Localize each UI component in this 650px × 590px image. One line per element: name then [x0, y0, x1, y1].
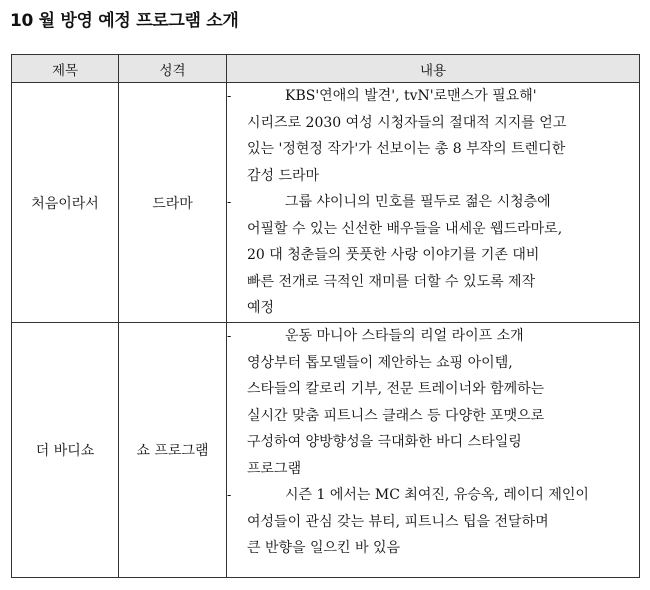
description-bullet	[227, 189, 639, 322]
bullet-line: 빠른 전개로 극적인 재미를 더할 수 있도록 제작	[247, 273, 536, 290]
bullet-line: 시즌 1 에서는 MC 최여진, 유승옥, 레이디 제인이	[285, 487, 589, 503]
program-title: 더 바디쇼	[12, 323, 119, 578]
header-title: 제목	[12, 55, 119, 83]
bullet-text	[247, 189, 639, 322]
bullet-line: 여성들이 관심 갖는 뷰티, 피트니스 팁을 전달하며	[247, 513, 549, 530]
bullet-line: 프로그램	[247, 460, 302, 477]
bullet-line: 감성 드라마	[247, 167, 320, 184]
bullet-line: 운동 마니아 스타들의 리얼 라이프 소개	[285, 328, 524, 344]
bullet-dash: -	[227, 329, 232, 343]
bullet-line: 시리즈로 2030 여성 시청자들의 절대적 지지를 얻고	[247, 114, 567, 131]
program-genre: 쇼 프로그램	[119, 323, 227, 578]
program-description	[227, 83, 640, 323]
bullet-text	[247, 83, 639, 189]
bullet-line: 어필할 수 있는 신선한 배우들을 내세운 웹드라마로,	[247, 220, 563, 237]
bullet-line: 예정	[247, 300, 275, 316]
description-bullet	[227, 482, 639, 562]
bullet-dash: -	[227, 195, 232, 209]
table-header-row	[12, 55, 640, 83]
bullet-dash: -	[227, 488, 232, 502]
description-bullet	[227, 83, 639, 189]
bullet-line: 20 대 청춘들의 풋풋한 사랑 이야기를 기존 대비	[247, 247, 540, 263]
bullet-line: KBS'연애의 발견', tvN'로맨스가 필요해'	[285, 88, 537, 104]
page-title: 10 월 방영 예정 프로그램 소개	[10, 11, 239, 31]
program-genre: 드라마	[119, 83, 227, 323]
description-bullet	[227, 323, 639, 482]
header-content: 내용	[227, 55, 640, 83]
bullet-dash: -	[227, 89, 232, 103]
bullet-line: 구성하여 양방향성을 극대화한 바디 스타일링	[247, 434, 522, 450]
bullet-line: 스타들의 칼로리 기부, 전문 트레이너와 함께하는	[247, 381, 545, 397]
bullet-line: 실시간 맞춤 피트니스 클래스 등 다양한 포맷으로	[247, 407, 545, 424]
table-row	[12, 323, 640, 578]
bullet-text	[247, 482, 639, 562]
program-description	[227, 323, 640, 578]
table-row	[12, 83, 640, 323]
program-table	[11, 54, 640, 578]
program-title: 처음이라서	[12, 83, 119, 323]
bullet-line: 그룹 샤이니의 민호를 필두로 젊은 시청층에	[285, 194, 551, 210]
bullet-line: 큰 반향을 일으킨 바 있음	[247, 540, 401, 556]
header-genre: 성격	[119, 55, 227, 83]
bullet-line: 영상부터 톱모델들이 제안하는 쇼핑 아이템,	[247, 354, 513, 371]
bullet-line: 있는 '정현정 작가'가 선보이는 총 8 부작의 트렌디한	[247, 141, 566, 157]
bullet-text	[247, 323, 639, 482]
